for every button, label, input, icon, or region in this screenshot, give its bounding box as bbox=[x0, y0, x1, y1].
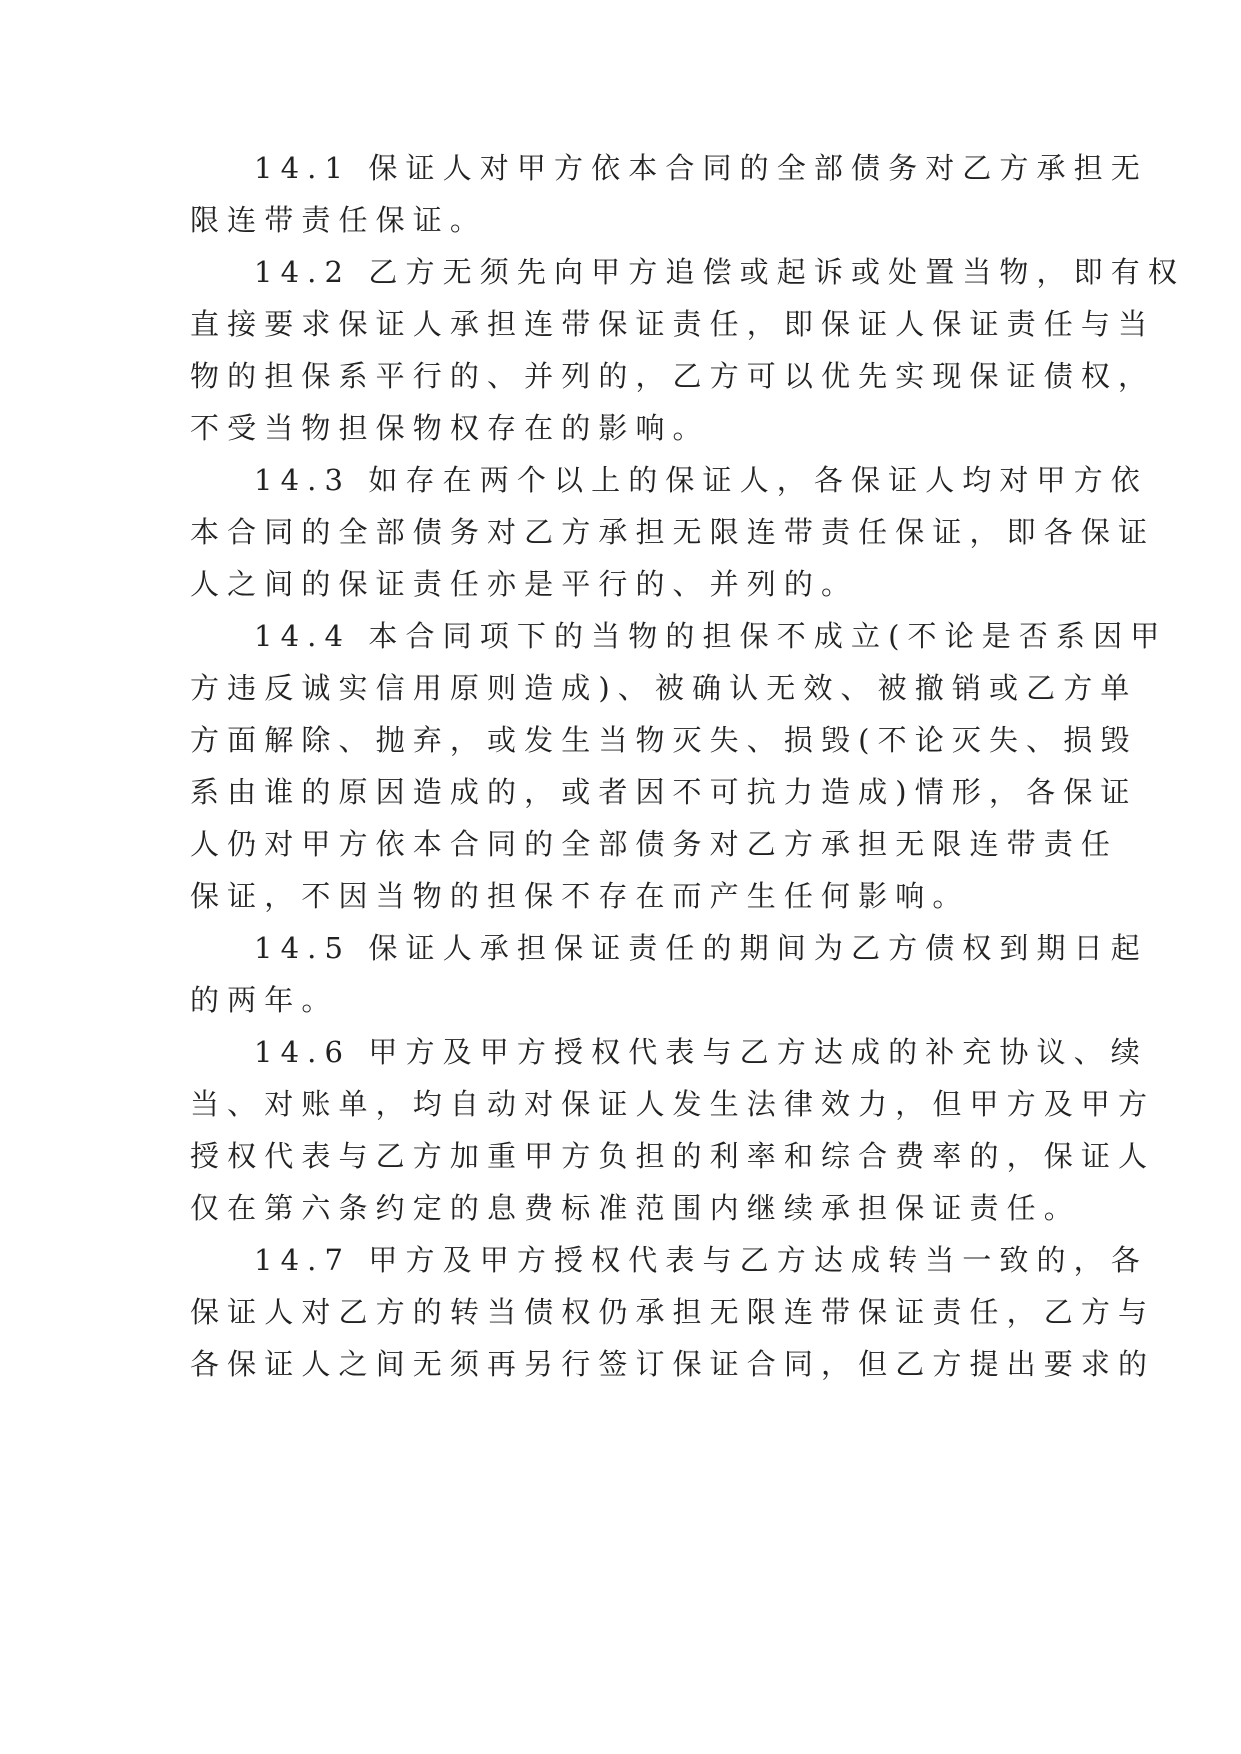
clause-14-3-line-3: 人之间的保证责任亦是平行的、并列的。 bbox=[190, 567, 859, 601]
clause-14-7-line-3: 各保证人之间无须再另行签订保证合同，但乙方提出要求的 bbox=[190, 1347, 1156, 1381]
clause-14-7-line-1: 14.7 甲方及甲方授权代表与乙方达成转当一致的，各 bbox=[254, 1243, 1148, 1277]
clause-14-2-line-4: 不受当物担保物权存在的影响。 bbox=[190, 411, 710, 445]
clause-14-6-line-1: 14.6 甲方及甲方授权代表与乙方达成的补充协议、续 bbox=[254, 1035, 1148, 1069]
clause-14-4-line-1: 14.4 本合同项下的当物的担保不成立(不论是否系因甲 bbox=[254, 619, 1168, 653]
clause-14-3-line-1: 14.3 如存在两个以上的保证人，各保证人均对甲方依 bbox=[254, 463, 1148, 497]
clause-14-4-line-3: 方面解除、抛弃，或发生当物灭失、损毁(不论灭失、损毁 bbox=[190, 723, 1138, 757]
clause-14-1-line-1: 14.1 保证人对甲方依本合同的全部债务对乙方承担无 bbox=[254, 151, 1148, 185]
clause-14-4-line-6: 保证，不因当物的担保不存在而产生任何影响。 bbox=[190, 879, 970, 913]
clause-14-6-line-3: 授权代表与乙方加重甲方负担的利率和综合费率的，保证人 bbox=[190, 1139, 1156, 1173]
clause-14-4-line-4: 系由谁的原因造成的，或者因不可抗力造成)情形，各保证 bbox=[190, 775, 1138, 809]
clause-14-1-line-2: 限连带责任保证。 bbox=[190, 203, 487, 237]
clause-14-2-line-3: 物的担保系平行的、并列的，乙方可以优先实现保证债权， bbox=[190, 359, 1156, 393]
clause-14-4-line-2: 方违反诚实信用原则造成)、被确认无效、被撤销或乙方单 bbox=[190, 671, 1138, 705]
clause-14-2-line-2: 直接要求保证人承担连带保证责任，即保证人保证责任与当 bbox=[190, 307, 1156, 341]
clause-14-5-line-1: 14.5 保证人承担保证责任的期间为乙方债权到期日起 bbox=[254, 931, 1148, 965]
clause-14-6-line-2: 当、对账单，均自动对保证人发生法律效力，但甲方及甲方 bbox=[190, 1087, 1156, 1121]
clause-14-2-line-1: 14.2 乙方无须先向甲方追偿或起诉或处置当物，即有权 bbox=[254, 255, 1186, 289]
clause-14-4-line-5: 人仍对甲方依本合同的全部债务对乙方承担无限连带责任 bbox=[190, 827, 1119, 861]
clause-14-3-line-2: 本合同的全部债务对乙方承担无限连带责任保证，即各保证 bbox=[190, 515, 1156, 549]
clause-14-6-line-4: 仅在第六条约定的息费标准范围内继续承担保证责任。 bbox=[190, 1191, 1081, 1225]
clause-14-5-line-2: 的两年。 bbox=[190, 983, 339, 1017]
clause-14-7-line-2: 保证人对乙方的转当债权仍承担无限连带保证责任，乙方与 bbox=[190, 1295, 1156, 1329]
